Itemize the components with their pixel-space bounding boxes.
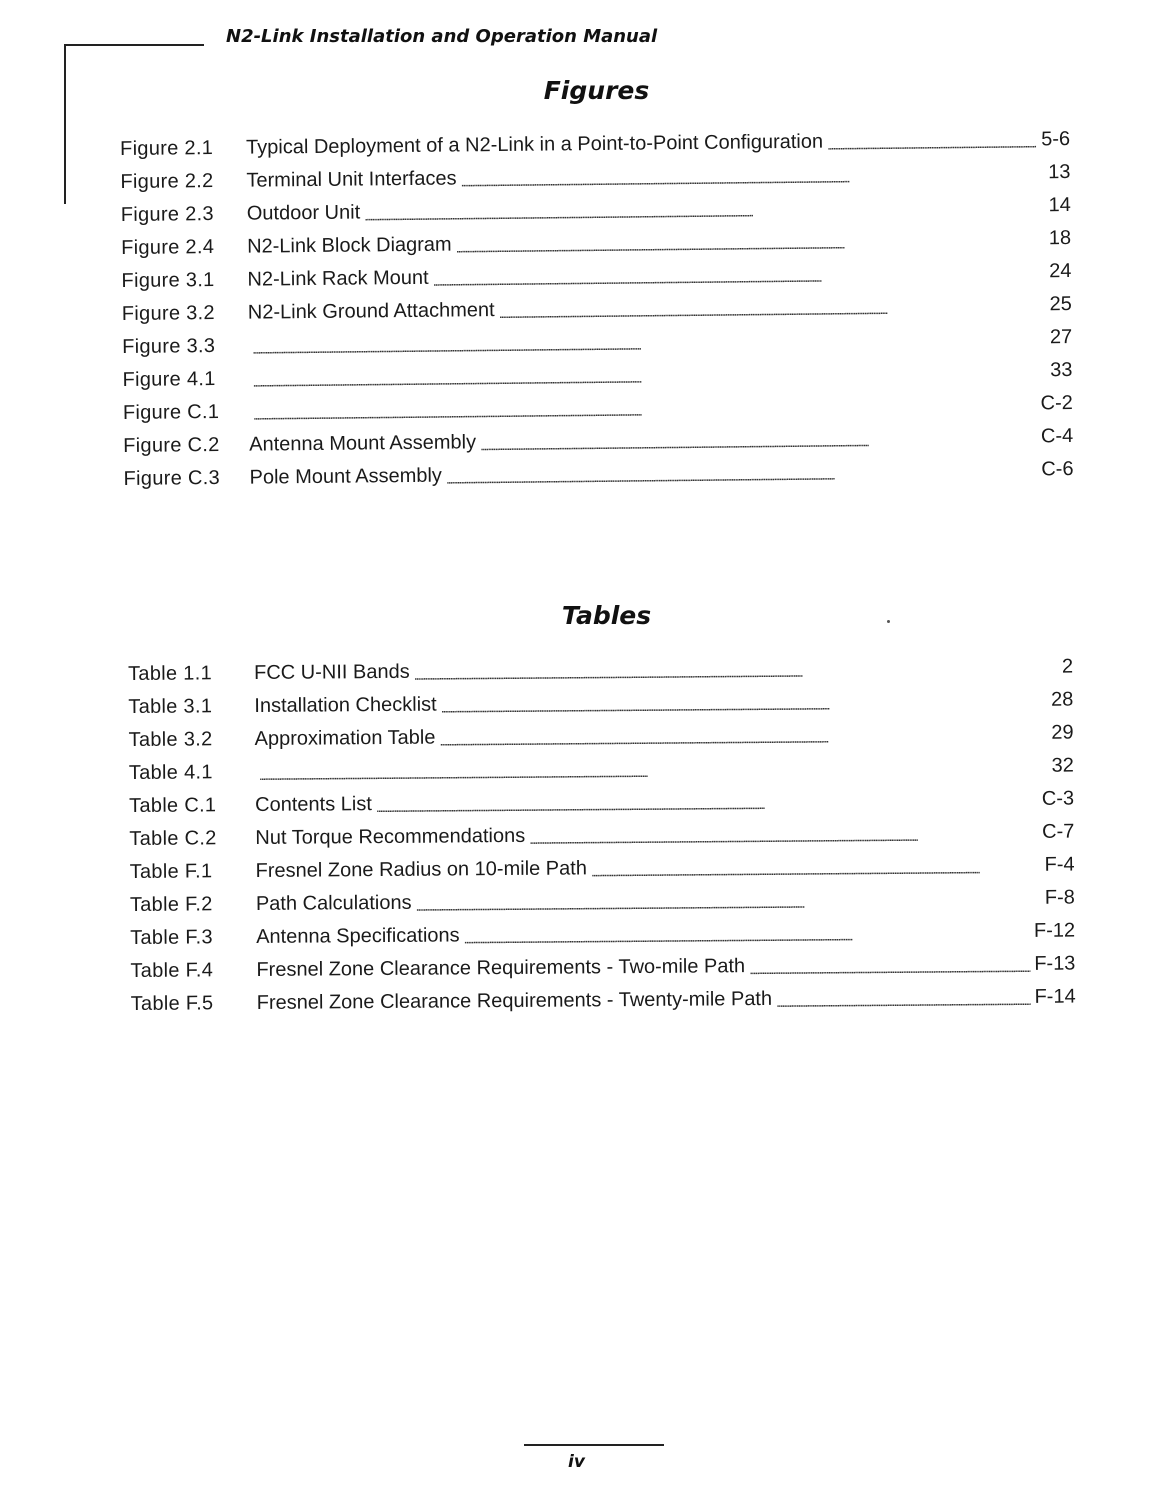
dot-leader (414, 658, 1040, 683)
page-number: iv (568, 1452, 585, 1472)
entry-page: 28 (1050, 688, 1074, 711)
entry-title: Antenna Specifications (256, 924, 460, 949)
entry-page: 2 (1061, 655, 1074, 678)
entry-page: F-13 (1034, 952, 1076, 975)
entry-page: F-8 (1044, 886, 1075, 909)
entry-number: Figure C.1 (122, 400, 220, 424)
dot-leader (433, 262, 1038, 288)
entry-page: C-2 (1040, 392, 1073, 415)
entry-title: N2-Link Rack Mount (247, 266, 429, 291)
dot-leader (749, 955, 1030, 977)
figures-list (120, 128, 1074, 501)
dot-leader (253, 394, 1037, 422)
dot-leader (529, 823, 1038, 847)
entry-number: Figure 2.2 (120, 170, 214, 193)
running-head-title: N2-Link Installation and Operation Manual (226, 26, 658, 47)
dot-leader (456, 229, 1038, 255)
entry-page: 14 (1048, 194, 1071, 217)
entry-title: Installation Checklist (254, 693, 437, 718)
dot-leader (259, 757, 1040, 783)
entry-page: C-3 (1041, 787, 1075, 810)
entry-title: Terminal Unit Interfaces (246, 167, 457, 192)
dot-leader (464, 922, 1031, 946)
dot-leader (827, 130, 1036, 152)
entry-page: 32 (1051, 754, 1074, 777)
entry-page: F-4 (1044, 853, 1075, 876)
dot-leader (415, 889, 1040, 914)
entry-number: Table 1.1 (128, 662, 213, 685)
dot-leader (446, 460, 1038, 486)
entry-title: Fresnel Zone Clearance Requirements - Twenty-mile Path (256, 987, 773, 1014)
entry-page: 24 (1049, 260, 1072, 283)
entry-title: N2-Link Ground Attachment (247, 299, 495, 324)
entry-number: Table 3.2 (128, 728, 213, 751)
entry-title: N2-Link Block Diagram (247, 233, 452, 258)
entry-number: Table F.4 (130, 959, 214, 982)
tables-list (128, 656, 1076, 1026)
entry-page: 18 (1048, 227, 1072, 250)
tables-heading: Tables (561, 601, 652, 630)
entry-number: Figure 2.1 (120, 137, 214, 160)
entry-title: Path Calculations (255, 891, 412, 916)
dot-leader (439, 724, 1039, 749)
entry-number: Figure C.3 (123, 466, 221, 490)
entry-title: Typical Deployment of a N2-Link in a Point-to-Point Configuration (245, 130, 824, 159)
entry-page: 25 (1049, 293, 1072, 316)
entry-number: Figure 2.4 (121, 236, 215, 259)
entry-page: C-6 (1041, 458, 1074, 481)
dot-leader (441, 691, 1040, 716)
entry-number: Table F.5 (130, 992, 214, 1015)
entry-number: Figure 3.1 (121, 269, 215, 292)
dot-leader (252, 328, 1038, 356)
entry-title: Contents List (255, 793, 372, 817)
entry-number: Table F.2 (129, 893, 213, 916)
entry-title: Approximation Table (254, 726, 436, 751)
entry-title: Outdoor Unit (246, 201, 361, 225)
figures-heading: Figures (543, 76, 650, 105)
scan-speck (887, 620, 890, 623)
footer-rule (524, 1444, 664, 1446)
dot-leader (776, 988, 1031, 1010)
entry-number: Figure 3.3 (122, 335, 216, 358)
entry-title: Pole Mount Assembly (249, 464, 442, 489)
entry-page: 27 (1049, 326, 1073, 349)
entry-number: Table C.1 (129, 794, 217, 817)
dot-leader (499, 295, 1038, 321)
entry-title: Fresnel Zone Radius on 10-mile Path (255, 857, 587, 883)
entry-number: Figure C.2 (123, 433, 220, 457)
entry-page: F-14 (1034, 985, 1076, 1008)
entry-page: C-7 (1042, 820, 1075, 843)
dot-leader (460, 163, 1036, 189)
dot-leader (480, 427, 1037, 453)
dot-leader (591, 856, 1041, 880)
entry-number: Table F.3 (130, 926, 213, 949)
entry-page: 29 (1051, 721, 1074, 744)
entry-number: Figure 3.2 (121, 302, 216, 325)
entry-page: 5-6 (1041, 128, 1071, 151)
entry-number: Table 4.1 (128, 761, 213, 784)
margin-rule (64, 44, 66, 204)
entry-page: 13 (1048, 161, 1071, 184)
entry-number: Table C.2 (129, 827, 217, 850)
entry-number: Table 3.1 (128, 695, 213, 718)
dot-leader (376, 790, 1038, 815)
dot-leader (252, 361, 1038, 389)
dot-leader (364, 196, 1037, 223)
entry-page: 33 (1050, 359, 1073, 382)
entry-title: Nut Torque Recommendations (255, 824, 526, 850)
entry-number: Table F.1 (129, 860, 213, 883)
header-rule (64, 44, 204, 46)
entry-title: Antenna Mount Assembly (249, 431, 477, 456)
entry-number: Figure 4.1 (122, 368, 216, 391)
entry-page: F-12 (1033, 919, 1076, 942)
table-entry[interactable] (131, 986, 1076, 1026)
entry-number: Figure 2.3 (120, 203, 214, 226)
entry-page: C-4 (1040, 425, 1074, 448)
entry-title: FCC U-NII Bands (253, 660, 410, 685)
entry-title: Fresnel Zone Clearance Requirements - Two-mile Path (256, 955, 746, 982)
